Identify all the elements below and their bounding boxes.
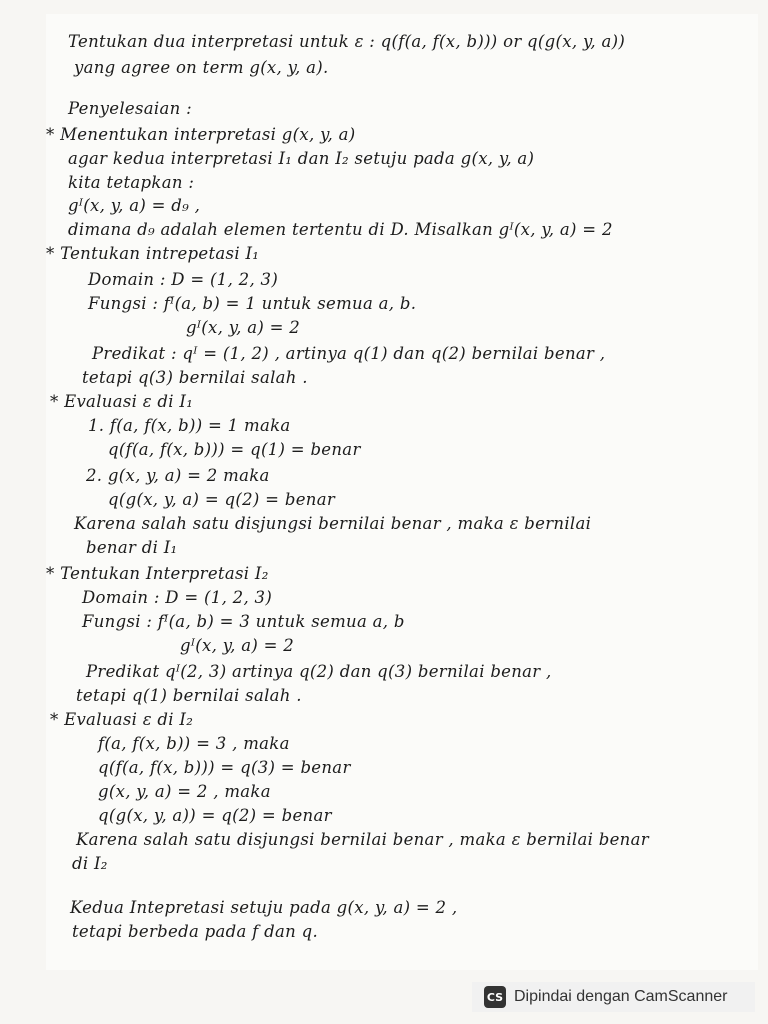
note-line: gᴵ(x, y, a) = d₉ , — [68, 196, 201, 215]
note-line: yang agree on term g(x, y, a). — [74, 58, 329, 77]
note-line: Fungsi : fᴵ(a, b) = 1 untuk semua a, b. — [88, 294, 417, 313]
note-line: Tentukan dua interpretasi untuk ε : q(f(a, f(x, b))) or q(g(x, y, a)) — [68, 32, 626, 51]
note-line: agar kedua interpretasi I₁ dan I₂ setuju pada g(x, y, a) — [68, 149, 535, 168]
note-line: 1. f(a, f(x, b)) = 1 maka — [88, 416, 291, 435]
note-line: dimana d₉ adalah elemen tertentu di D. Misalkan gᴵ(x, y, a) = 2 — [68, 220, 613, 239]
note-line: Domain : D = (1, 2, 3) — [82, 588, 273, 607]
scanned-page — [46, 14, 758, 970]
note-line: kita tetapkan : — [68, 173, 195, 192]
camscanner-text: Dipindai dengan CamScanner — [514, 988, 728, 1005]
note-line: g(x, y, a) = 2 , maka — [98, 782, 271, 801]
note-line: * Tentukan intrepetasi I₁ — [46, 244, 260, 263]
note-line: q(g(x, y, a)) = q(2) = benar — [98, 806, 332, 825]
note-line: benar di I₁ — [86, 538, 178, 557]
note-line: Kedua Intepretasi setuju pada g(x, y, a) = 2 , — [70, 898, 458, 917]
note-line: tetapi berbeda pada f dan q. — [72, 922, 319, 941]
note-line: Karena salah satu disjungsi bernilai benar , maka ε bernilai benar — [76, 830, 649, 849]
note-line: Karena salah satu disjungsi bernilai benar , maka ε bernilai — [74, 514, 592, 533]
note-line: * Evaluasi ε di I₂ — [50, 710, 194, 729]
note-line: * Menentukan interpretasi g(x, y, a) — [46, 125, 356, 144]
note-line: tetapi q(1) bernilai salah . — [76, 686, 302, 705]
note-line: q(g(x, y, a) = q(2) = benar — [108, 490, 336, 509]
note-line: q(f(a, f(x, b))) = q(3) = benar — [98, 758, 351, 777]
note-line: Fungsi : fᴵ(a, b) = 3 untuk semua a, b — [82, 612, 405, 631]
note-line: di I₂ — [72, 854, 108, 873]
note-line: Penyelesaian : — [68, 99, 192, 118]
note-line: Predikat : qᴵ = (1, 2) , artinya q(1) dan q(2) bernilai benar , — [92, 344, 606, 363]
note-line: tetapi q(3) bernilai salah . — [82, 368, 308, 387]
note-line: q(f(a, f(x, b))) = q(1) = benar — [108, 440, 361, 459]
note-line: 2. g(x, y, a) = 2 maka — [86, 466, 270, 485]
note-line: gᴵ(x, y, a) = 2 — [180, 636, 295, 655]
note-line: Predikat qᴵ(2, 3) artinya q(2) dan q(3) bernilai benar , — [86, 662, 552, 681]
note-line: gᴵ(x, y, a) = 2 — [186, 318, 301, 337]
camscanner-logo-icon — [484, 986, 506, 1008]
note-line: * Tentukan Interpretasi I₂ — [46, 564, 269, 583]
note-line: f(a, f(x, b)) = 3 , maka — [98, 734, 290, 753]
camscanner-logo-text: CS — [486, 990, 504, 1004]
camscanner-watermark — [472, 982, 755, 1012]
note-line: * Evaluasi ε di I₁ — [50, 392, 194, 411]
note-line: Domain : D = (1, 2, 3) — [88, 270, 279, 289]
